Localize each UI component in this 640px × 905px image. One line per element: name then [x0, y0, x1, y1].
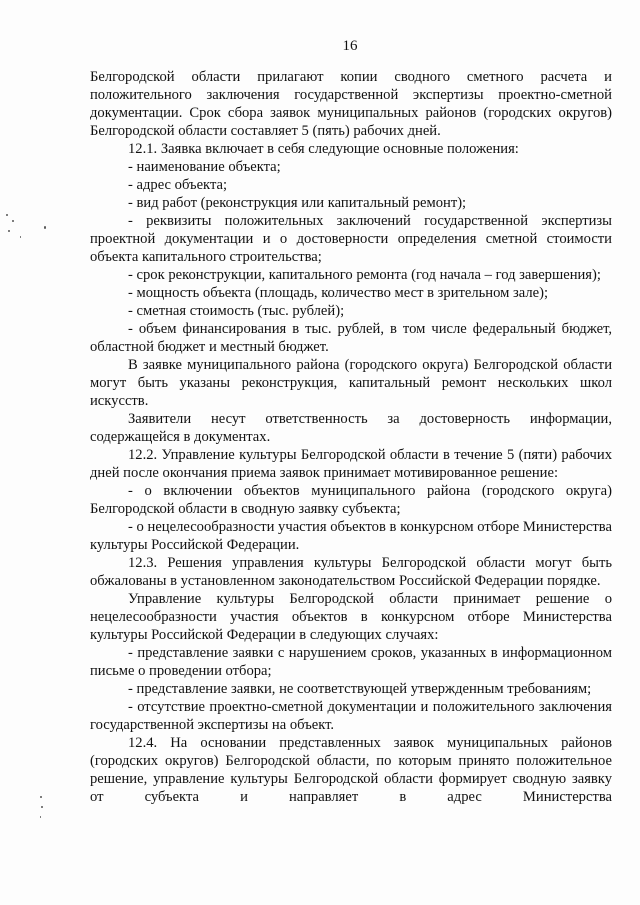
- paragraph: 12.2. Управление культуры Белгородской области в течение 5 (пяти) рабочих дней после окончания приема заявок принимает мотивированное решение:: [90, 447, 612, 481]
- scan-speck: [20, 236, 21, 238]
- paragraph: Белгородской области прилагают копии сводного сметного расчета и положительного заключения государственной экспертизы проектно-сметной документации. Срок сбора заявок муниципальных районов (городских округов) Белгородской области составляет 5 (пять) рабочих дней.: [90, 69, 612, 139]
- list-item: - срок реконструкции, капитального ремонта (год начала – год завершения);: [128, 267, 601, 283]
- scan-speck: [40, 816, 41, 818]
- list-item: - отсутствие проектно-сметной документации и положительного заключения государственной экспертизы на объект.: [90, 699, 612, 733]
- list-item: - о нецелесообразности участия объектов в конкурсном отборе Министерства культуры Российской Федерации.: [90, 519, 612, 553]
- list-item: - мощность объекта (площадь, количество мест в зрительном зале);: [128, 285, 549, 301]
- scan-speck: [8, 230, 10, 232]
- paragraph: Заявители несут ответственность за достоверность информации, содержащейся в документах.: [90, 411, 612, 445]
- scan-speck: [44, 226, 46, 229]
- paragraph: 12.1. Заявка включает в себя следующие основные положения:: [128, 141, 519, 157]
- list-item: - сметная стоимость (тыс. рублей);: [128, 303, 345, 319]
- list-item: - о включении объектов муниципального района (городского округа) Белгородской области в сводную заявку субъекта;: [90, 483, 612, 517]
- paragraph: Управление культуры Белгородской области принимает решение о нецелесообразности участия объектов в конкурсном отборе Министерства культуры Российской Федерации в следующих случаях:: [90, 591, 612, 643]
- scan-speck: [41, 806, 43, 808]
- list-item: - представление заявки, не соответствующей утвержденным требованиям;: [128, 681, 592, 697]
- list-item: - адрес объекта;: [128, 177, 228, 193]
- scan-speck: [6, 214, 8, 216]
- list-item: - вид работ (реконструкция или капитальный ремонт);: [128, 195, 467, 211]
- paragraph: 12.3. Решения управления культуры Белгородской области могут быть обжалованы в установленном законодательством Российской Федерации порядке.: [90, 555, 612, 589]
- list-item: - реквизиты положительных заключений государственной экспертизы проектной документации и о достоверности определения сметной стоимости объекта капитального строительства;: [90, 213, 612, 265]
- page-number: 16: [342, 38, 358, 54]
- list-item: - представление заявки с нарушением сроков, указанных в информационном письме о проведении отбора;: [90, 645, 612, 679]
- list-item: - наименование объекта;: [128, 159, 281, 175]
- scan-speck: [40, 796, 42, 798]
- paragraph: 12.4. На основании представленных заявок муниципальных районов (городских округов) Белгородской области, по которым принято положительное решение, управление культуры Белгородской области формирует сводную заявку от субъекта и направляет в адрес Министерства: [90, 735, 612, 805]
- list-item: - объем финансирования в тыс. рублей, в том числе федеральный бюджет, областной бюджет и местный бюджет.: [90, 321, 612, 355]
- body-text: [90, 68, 612, 806]
- scan-speck: [12, 220, 14, 222]
- paragraph: В заявке муниципального района (городского округа) Белгородской области могут быть указаны реконструкция, капитальный ремонт нескольких школ искусств.: [90, 357, 612, 409]
